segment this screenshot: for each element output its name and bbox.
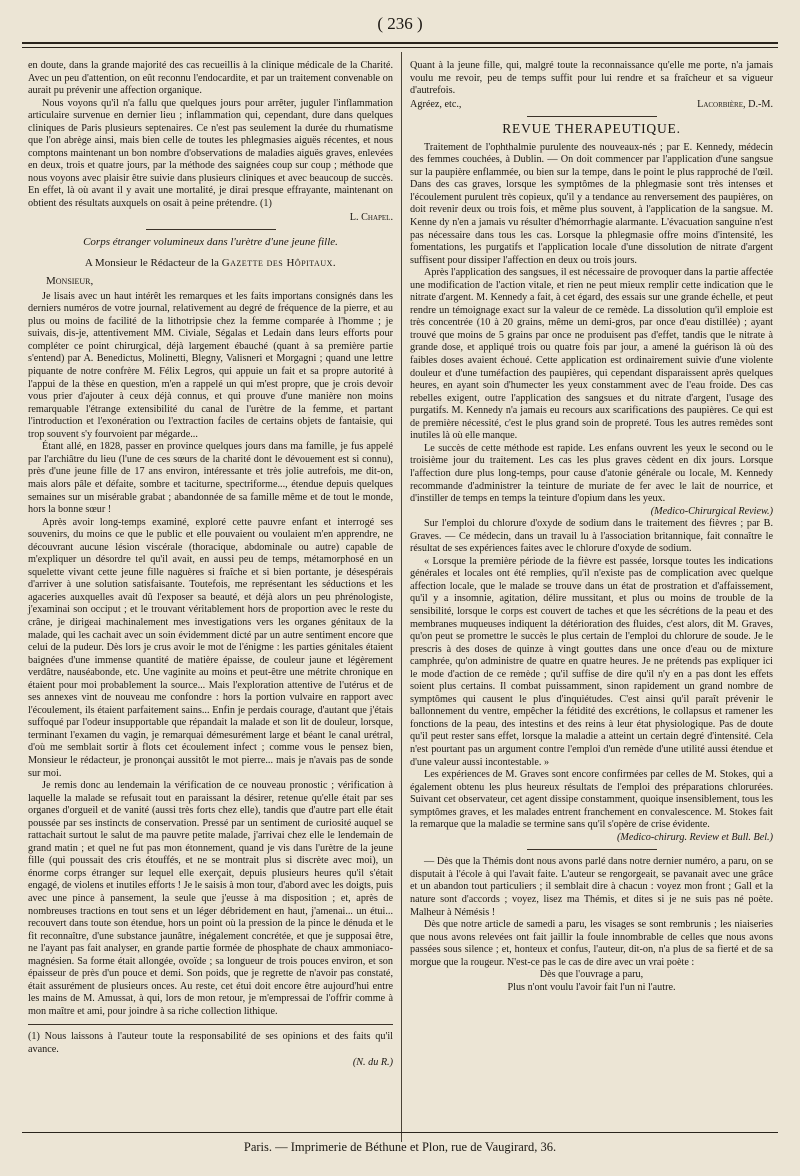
column-divider: [401, 52, 402, 1142]
source-citation: (Medico-Chirurgical Review.): [650, 505, 773, 517]
section-divider: [527, 849, 657, 850]
themis-paragraph: Dès que notre article de samedi a paru, les visages se sont rembrunis ; les niaiseries que nous avons relevées ont fait jaillir la foule innombrable de celles que nous avons passées sous silence ; et, honteux et confus, l'auteur, dit-on, n'a plus de sa fierté et de sa morgue que la rougeur. N'est-ce pas le cas de dire avec un vrai poète :: [410, 919, 773, 968]
footnote-text: (1) Nous laissons à l'auteur toute la responsabilité de ses opinions et des faits qu'il avance.: [28, 1031, 393, 1056]
article-title: Corps étranger volumineux dans l'urètre d'une jeune fille.: [83, 236, 338, 249]
footnote-signature: (N. du R.): [352, 1056, 393, 1068]
themis-paragraph: — Dès que la Thémis dont nous avons parlé dans notre dernier numéro, a paru, on se disputait à l'école à qui l'avait faite. L'auteur se rengorgeait, se pavanait avec une grâce et un abandon tout particuliers ; il semblait dire à chacun : voyez mon front ; Gall et la nature sont d'accords ; voyez, lisez ma Thémis, et dites si je ne suis pas né poète. Malheur à Némésis !: [410, 856, 773, 918]
letter-paragraph: Je remis donc au lendemain la vérification de ce nouveau pronostic ; vérification à laquelle la malade se refusait tout en paraissant la désirer, retenue qu'elle était par ses organes d'orgueil et de vanité (aussi très forts chez elle), tandis que d'autre part elle était poussée par ses instincts de conservation. Pressé par un sentiment de curiosité auquel se rattachait surtout le salut de ma pauvre petite malade, j'arrivai chez elle le lendemain de grand matin ; et quel ne fut pas mon étonnement, quand je vis dans l'urètre de la jeune fille (qui poussait des cris étouffés, et ne se montrait plus si discrète avec moi), un énorme corps étranger sur lequel elle exerçait, depuis plusieurs heures qu'il s'était engagé, de violens et inutiles efforts ! Je le saisis à mon tour, d'abord avec les doigts, puis avec une pince à pansement, la seule que j'eusse à ma disposition ; et, après de nombreuses tractions en tout sens et un léger débridement en haut, j'amenai... un étui... recouvert dans toute son étendue, hors un point où la pression de la pince le dénuda et le fit reconnaître, d'une substance jaunâtre, inégalement concrétée, et que je supposai être, ne l'ayant pas fait analyser, en grande partie formée de phosphate de chaux ammoniaco-magnésien. Sa forme était allongée, ovoïde ; sa longueur de trois pouces environ, et son épaisseur de près d'un pouce et demi. Son poids, que je regrette de n'avoir pas constaté, était assurément de plusieurs onces. Au reste, cet étui doit encore être aujourd'hui entre les mains de M. Amussat, à qui, lors de mon retour, je m'empressai de l'offrir comme à mon maître et ami, pour joindre à sa riche collection lithique.: [28, 780, 393, 1017]
letter-paragraph: Étant allé, en 1828, passer en province quelques jours dans ma famille, je fus appelé par l'archiâtre du lieu (l'une de ces sœurs de la charité dont le dévouement est si connu), près d'une jeune fille de 17 ans environ, intéressante et très jolie autrefois, me dit-on, mais alors pâle et défaite, sombre et taciturne, spectriforme..., étendue depuis quelques semaines sur un misérable grabat ; abandonnée de sa famille même et de tout le monde, hors la bonne sœur !: [28, 441, 393, 516]
letter-sign-left: Agréez, etc.,: [410, 98, 462, 110]
letter-paragraph: Je lisais avec un haut intérêt les remarques et les faits importans consignés dans les derniers numéros de votre journal, relativement au degré de fréquence de la pierre, et au plus ou moins de facilité de la lithotripsie chez la femme comparée à l'homme ; je suivais, dis-je, attentivement MM. Civiale, Ségalas et Ledain dans leurs efforts pour compléter ce point chirurgical, déjà largement ébauché (quant à sa première partie s'entend) par A. Benedictus, Molinetti, Blegny, Valisneri et Morgagni ; quand une lettre piquante de notre confrère M. Félix Legros, qui appuie un fait et sa propre autorité à l'appui de la thèse en question, m'en a rappelé un qui m'est propre, que je crois devoir vous prier d'ajouter à ceux déjà connus, et qui prouve d'une manière non moins remarquable l'étrange extensibilité du canal de l'urètre de la femme, et partant l'introduction et l'exonération ou l'extraction faciles de certains objets de fantaisie, qui trop souvent s'y fourvoient par mégarde...: [28, 290, 393, 440]
letter-signature: [410, 99, 773, 112]
top-rule: [22, 42, 778, 48]
poem-line: Dès que l'ouvrage a paru,: [539, 969, 644, 981]
footnote-divider: [28, 1024, 393, 1025]
left-column: [28, 60, 393, 1140]
source-citation: (Medico-chirurg. Review et Bull. Bel.): [616, 831, 773, 843]
letter-end: Quant à la jeune fille, qui, malgré toute la reconnaissance qu'elle me porte, n'a jamais voulu me revoir, peu de temps suffit pour lui rendre et sa fraîcheur et sa vigueur d'autrefois.: [410, 60, 773, 97]
journal-name: Gazette des Hôpitaux.: [221, 256, 337, 269]
chlore-paragraph: « Lorsque la première période de la fièvre est passée, lorsque toutes les indications générales et locales ont été remplies, qu'il n'existe pas de complication avec quelque affection locale, que le malade se trouve dans un état de prostration et d'affaissement, qu'il y a insomnie, agitation, délire mussitant, et plus ou moins de trouble de la sensibilité, lorsque le corps est couvert de taches et que les sécrétions de la peau et des membranes muqueuses indiquent la détérioration des fluides, c'est alors, dit M. Graves, qu'on peut se promettre le succès le plus certain de l'emploi du chlorure de soude. Je le prescris à des doses de quinze à vingt gouttes dans une once d'eau ou de mixture camphrée, qu'on administre de quatre en quatre heures. Je ne prétends pas expliquer ici le mode d'action de ce remède ; qu'il suffise de dire qu'il n'y en a pas dont les effets soient plus certains. Il combat puissamment, sinon rapidement un grand nombre de symptômes qui causent le plus d'inquiétudes. C'est ainsi qu'il paraît prévenir le ballonnement du ventre, empêcher la fétidité des excrétions, le collapsus et ramener les fonctions de la peau, des intestins et des reins à leur état physiologique. Pas de doute qu'il peut rester sans effet, lorsque la maladie a atteint un certain degré d'intensité. Cela n'est pourtant pas un argument contre l'emploi d'un remède d'une utilité aussi étendue et d'une valeur aussi incontestable. »: [410, 555, 773, 768]
chlore-paragraph: Les expériences de M. Graves sont encore confirmées par celles de M. Stokes, qui a également obtenu les plus heureux résultats de l'emploi des préparations chlorurées. Suivant cet observateur, cet agent dissipe constamment, quoique insensiblement, tous les symptômes graves, et les malades entrent franchement en convalescence. M. Stokes fait la remarque que la maladie se termine sans qu'il s'opère de crise évidente.: [410, 769, 773, 831]
printer-footer: Paris. — Imprimerie de Béthune et Plon, rue de Vaugirard, 36.: [243, 1140, 557, 1154]
revue-paragraph: Le succès de cette méthode est rapide. Les enfans ouvrent les yeux le second ou le troisième jour du traitement. Les cas les plus graves cèdent en dix jours. Lorsque l'affection dure plus long-temps, pour cause d'atonie générale ou locale, M. Kennedy recommande d'administrer la teinture de muriate de fer avec le lait de nourrice, et d'instiller de temps en temps la teinture d'opium dans les yeux.: [410, 442, 773, 505]
revue-paragraph: Après l'application des sangsues, il est nécessaire de provoquer dans la partie affectée une modification de l'action vitale, et rien ne peut mieux remplir cette indication que le nitrate d'argent. M. Kennedy a fait, à cet égard, des essais sur une grande échelle, et peut rendre un témoignage exact sur la valeur de ce remède. La dissolution qu'il emploie est très concentrée (10 à 20 grains, même un demi-gros, par once d'eau distillée) ; ayant trouvé que moins de 5 grains par once ne produisent pas d'effet, tandis que le nitrate à grande dose, et appliqué trois ou quatre fois par jour, a amené la guérison là où des faibles doses avaient échoué. Cette application est ordinairement suivie d'une violente douleur et d'une tuméfaction des paupières, qui cependant disparaissent après quelques heures, en ayant soin d'humecter les yeux constamment avec de l'eau froide. Des cas rebelles exigent, outre l'application des sangsues et du nitrate d'argent, l'usage des purgatifs. M. Kennedy n'a jamais eu recours aux scarifications des paupières. Ce qui est de première nécessité, c'est le plus grand soin de propreté. Tous les autres remèdes sont inutiles là où elle manque.: [410, 267, 773, 442]
right-column: [410, 60, 773, 1140]
revue-paragraph: Traitement de l'ophthalmie purulente des nouveaux-nés ; par E. Kennedy, médecin des femmes couchées, à Dublin. — On doit commencer par l'application d'une sangsue sur la paupière enflammée, ou bien sur la tempe, dans le point le plus rapproché de l'œil. Dans des cas graves, lorsque les symptômes de la phlegmasie sont très intenses et l'écoulement purulent très copieux, qu'il y a tendance au renversement des paupières, on doit revenir deux ou trois fois, et même plus souvent, à l'application de la sangsue. M. Kenne dy n'en a jamais vu résulter d'hémorrhagie alarmante. L'évacuation sanguine n'est pas nécessaire dans tous les cas. Lorsque la phlegmasie offre moins d'intensité, les fomentations, les purgatifs et l'application locale d'une dissolution de nitrate d'argent suffisent pour dissiper l'affection en deux ou trois jours.: [410, 141, 773, 266]
continuation-paragraph: en doute, dans la grande majorité des cas recueillis à la clinique médicale de la Charité. Avec un peu d'attention, on eût reconnu l'endocardite, et par un traitement convenable on aurait pu prévenir une affection organique.: [28, 60, 393, 97]
chlore-paragraph: Sur l'emploi du chlorure d'oxyde de sodium dans le traitement des fièvres ; par B. Graves. — Ce médecin, dans un travail lu à l'association britannique, fait connaître le résultat de ses expériences faites avec le chlorure d'oxyde de sodium.: [410, 518, 773, 555]
letter-sign-right: Lacorbière, D.-M.: [697, 98, 773, 110]
signature-chapel: L. Chapel.: [349, 211, 393, 223]
section-divider: [527, 116, 657, 117]
article-address-text: A Monsieur le Rédacteur de la: [84, 256, 219, 269]
salutation: Monsieur,: [46, 275, 94, 288]
section-divider: [146, 229, 276, 230]
continuation-paragraph: Nous voyons qu'il n'a fallu que quelques jours pour arrêter, juguler l'inflammation articulaire survenue en dernier lieu ; inflammation qui, cependant, dure dans quelques cliniques de Paris plusieurs septenaires. Ce n'est pas seulement la durée du rhumatisme que l'on abrège ainsi, mais bien celle de toutes les phlegmasies aiguës récentes, et nous comptons maintenant un bon nombre d'observations de maladies aiguës graves, enlevées en deux, trois et quatre jours, par la méthode des saignées coup sur coup ; méthode que nous voyons avec plaisir être suivie dans plusieurs cliniques et avec beaucoup de succès. En effet, là où avant il y avait une mortalité, je dirai presque effrayante, maintenant on obtient des résultats auxquels on osait à peine prétendre. (1): [28, 97, 393, 210]
footer-rule: [22, 1132, 778, 1133]
page-number: ( 236 ): [377, 14, 423, 33]
footnote: [28, 1031, 393, 1069]
letter-paragraph: Après avoir long-temps examiné, exploré cette pauvre enfant et interrogé ses souvenirs, du moins ce que le public et elle pouvaient ou voulaient m'en apprendre, ne découvrant aucune lésion viscérale (thoracique, abdominale ou autre) capable de m'expliquer un désordre tel qu'il avait, en aussi peu de temps, métamorphosé en un squelette vivant cette jeune fille naguères si fraîche et si bien portante, je désespérais d'arriver à une solution satisfaisante. Toutefois, me représentant les séductions et les agaceries auxquelles avait dû l'exposer sa beauté, et déjà alors un peu phrénologiste, j'examinai son occiput ; et le trouvant véritablement hors de proportion avec le reste du crâne, je dirigeai machinalement mes investigations vers les organes génitaux de la malade, qui les cachait avec un soin évidemment dicté par un autre sentiment encore que celui de la pudeur. Dès lors je crus avoir le mot de l'énigme : les parties génitales étaient baignées d'une immense quantité de matière épaisse, de couleur jaune et légèrement verdâtre, nauséabonde, etc. Une vaginite au moins et peut-être une métrite chronique en étaient pour moi probablement la source... Mais l'exploration attentive de l'utérus et de ses annexes vint de nouveau me confondre : hors la portion vulvaire en rapport avec l'écoulement, ils étaient parfaitement sains... Enfin je perdais courage, d'autant que j'étais suffoqué par l'odeur insupportable que répandait la malade et son lit de douleur, lorsque, terminant l'examen du vagin, je remarquai démesurément large et béant le canal urétral, d'où me semblait sortir à flots cet écoulement infect ; comme vous le pensez bien, Monsieur le rédacteur, je prononçai aussitôt le mot pierre... mais je n'avais pas de sonde sur moi.: [28, 516, 393, 779]
revue-title: REVUE THERAPEUTIQUE.: [502, 121, 681, 137]
poem-line: Plus n'ont voulu l'avoir fait l'un ni l'autre.: [507, 981, 676, 993]
article-address: [28, 257, 393, 270]
